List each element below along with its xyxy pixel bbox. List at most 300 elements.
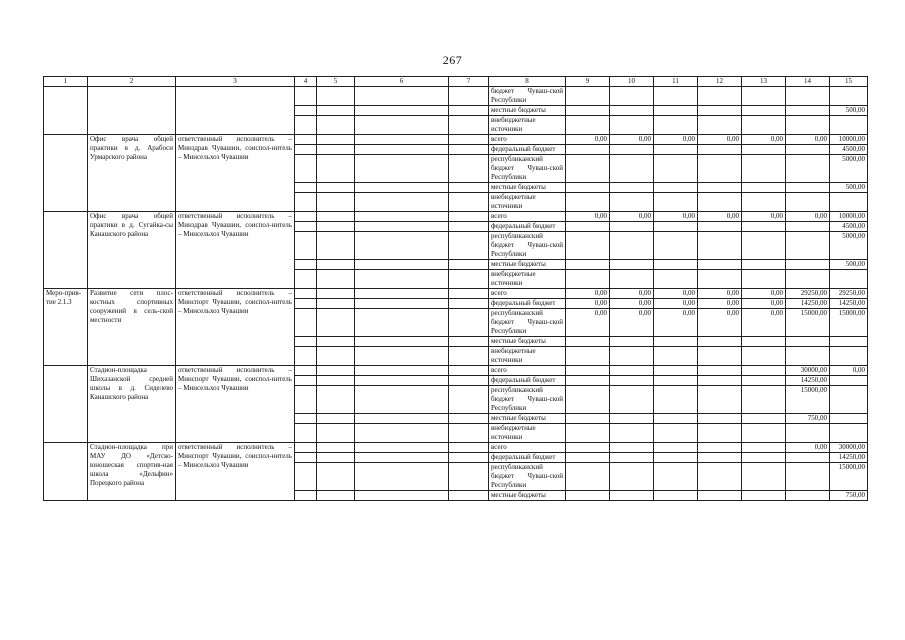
amount-cell bbox=[698, 232, 742, 260]
funding-source-cell: всего bbox=[489, 212, 566, 222]
amount-cell: 0,00 bbox=[654, 212, 698, 222]
amount-cell: 14250,00 bbox=[830, 453, 868, 463]
empty-cell bbox=[295, 87, 317, 106]
amount-cell bbox=[610, 116, 654, 135]
empty-cell bbox=[355, 491, 449, 501]
event-cell bbox=[44, 87, 88, 135]
amount-cell bbox=[654, 145, 698, 155]
amount-cell: 0,00 bbox=[742, 289, 786, 299]
amount-cell bbox=[742, 222, 786, 232]
amount-cell bbox=[742, 414, 786, 424]
empty-cell bbox=[295, 424, 317, 443]
amount-cell: 15000,00 bbox=[786, 386, 830, 414]
table-row bbox=[44, 87, 868, 106]
amount-cell: 30000,00 bbox=[830, 443, 868, 453]
empty-cell bbox=[355, 366, 449, 376]
amount-cell bbox=[786, 116, 830, 135]
column-number-cell: 4 bbox=[295, 77, 317, 87]
amount-cell bbox=[698, 260, 742, 270]
amount-cell bbox=[786, 232, 830, 260]
amount-cell bbox=[742, 145, 786, 155]
amount-cell bbox=[830, 424, 868, 443]
amount-cell bbox=[698, 106, 742, 116]
funding-source-cell: республиканский бюджет Чуваш-ской Республики bbox=[489, 386, 566, 414]
amount-cell bbox=[566, 87, 610, 106]
funding-source-cell: всего bbox=[489, 443, 566, 453]
funding-source-cell: республиканский бюджет Чуваш-ской Республики bbox=[489, 309, 566, 337]
amount-cell bbox=[830, 337, 868, 347]
empty-cell bbox=[295, 116, 317, 135]
amount-cell bbox=[610, 337, 654, 347]
amount-cell bbox=[610, 155, 654, 183]
object-cell: Офис врача общей практики в д. Арабоси Урмарского района bbox=[88, 135, 176, 212]
amount-cell bbox=[742, 491, 786, 501]
amount-cell bbox=[654, 116, 698, 135]
column-number-cell: 9 bbox=[566, 77, 610, 87]
empty-cell bbox=[355, 222, 449, 232]
amount-cell bbox=[786, 463, 830, 491]
amount-cell: 14250,00 bbox=[830, 299, 868, 309]
amount-cell: 750,00 bbox=[786, 414, 830, 424]
amount-cell bbox=[654, 376, 698, 386]
empty-cell bbox=[317, 299, 355, 309]
empty-cell bbox=[317, 232, 355, 260]
amount-cell: 0,00 bbox=[610, 309, 654, 337]
empty-cell bbox=[295, 376, 317, 386]
amount-cell bbox=[566, 347, 610, 366]
empty-cell bbox=[295, 145, 317, 155]
empty-cell bbox=[317, 222, 355, 232]
empty-cell bbox=[449, 299, 489, 309]
amount-cell bbox=[566, 232, 610, 260]
amount-cell bbox=[742, 347, 786, 366]
empty-cell bbox=[317, 155, 355, 183]
amount-cell bbox=[654, 232, 698, 260]
empty-cell bbox=[355, 183, 449, 193]
empty-cell bbox=[355, 116, 449, 135]
amount-cell: 0,00 bbox=[786, 443, 830, 453]
executor-cell: ответственный исполнитель – Минздрав Чувашии, соиспол-нитель – Минсельхоз Чувашии bbox=[176, 135, 295, 212]
empty-cell bbox=[317, 491, 355, 501]
empty-cell bbox=[449, 289, 489, 299]
amount-cell bbox=[654, 87, 698, 106]
column-number-cell: 7 bbox=[449, 77, 489, 87]
amount-cell bbox=[830, 87, 868, 106]
column-number-row bbox=[44, 77, 868, 87]
amount-cell bbox=[610, 463, 654, 491]
amount-cell bbox=[742, 116, 786, 135]
object-cell: Стадион-площадка Шихазанской средней школы в д. Сиделево Канашского района bbox=[88, 366, 176, 443]
amount-cell bbox=[566, 414, 610, 424]
empty-cell bbox=[295, 212, 317, 222]
amount-cell: 750,00 bbox=[830, 491, 868, 501]
amount-cell bbox=[742, 337, 786, 347]
amount-cell bbox=[610, 414, 654, 424]
empty-cell bbox=[449, 155, 489, 183]
empty-cell bbox=[317, 463, 355, 491]
empty-cell bbox=[295, 299, 317, 309]
amount-cell: 500,00 bbox=[830, 260, 868, 270]
empty-cell bbox=[295, 222, 317, 232]
empty-cell bbox=[295, 155, 317, 183]
empty-cell bbox=[317, 414, 355, 424]
empty-cell bbox=[317, 443, 355, 453]
amount-cell bbox=[786, 183, 830, 193]
funding-source-cell: федеральный бюджет bbox=[489, 222, 566, 232]
amount-cell bbox=[566, 193, 610, 212]
amount-cell bbox=[698, 366, 742, 376]
amount-cell: 15000,00 bbox=[830, 463, 868, 491]
empty-cell bbox=[355, 386, 449, 414]
empty-cell bbox=[449, 212, 489, 222]
table-row bbox=[44, 135, 868, 145]
amount-cell: 14250,00 bbox=[786, 299, 830, 309]
amount-cell bbox=[830, 270, 868, 289]
amount-cell bbox=[742, 376, 786, 386]
empty-cell bbox=[355, 443, 449, 453]
empty-cell bbox=[449, 106, 489, 116]
amount-cell: 0,00 bbox=[610, 135, 654, 145]
amount-cell bbox=[786, 193, 830, 212]
amount-cell bbox=[566, 145, 610, 155]
amount-cell bbox=[698, 386, 742, 414]
empty-cell bbox=[449, 414, 489, 424]
empty-cell bbox=[355, 376, 449, 386]
amount-cell: 29250,00 bbox=[786, 289, 830, 299]
empty-cell bbox=[317, 135, 355, 145]
amount-cell: 4500,00 bbox=[830, 222, 868, 232]
empty-cell bbox=[295, 491, 317, 501]
amount-cell bbox=[830, 386, 868, 414]
funding-source-cell: республиканский бюджет Чуваш-ской Республики bbox=[489, 463, 566, 491]
amount-cell bbox=[654, 386, 698, 414]
amount-cell bbox=[610, 87, 654, 106]
amount-cell: 10000,00 bbox=[830, 212, 868, 222]
executor-cell: ответственный исполнитель – Минспорт Чувашии, соиспол-нитель – Минсельхоз Чувашии bbox=[176, 443, 295, 501]
amount-cell bbox=[566, 443, 610, 453]
amount-cell bbox=[654, 453, 698, 463]
empty-cell bbox=[355, 260, 449, 270]
object-cell: Развитие сети плос-костных спортивных сооружений в сель-ской местности bbox=[88, 289, 176, 366]
empty-cell bbox=[295, 309, 317, 337]
amount-cell bbox=[566, 116, 610, 135]
object-cell: Стадион-площадка при МАУ ДО «Детско-юношеская спортив-ная школа «Дельфин» Порецкого района bbox=[88, 443, 176, 501]
amount-cell bbox=[654, 443, 698, 453]
page-number: 267 bbox=[442, 53, 463, 67]
funding-source-cell: внебюджетные источники bbox=[489, 424, 566, 443]
amount-cell bbox=[654, 337, 698, 347]
amount-cell bbox=[742, 443, 786, 453]
amount-cell: 4500,00 bbox=[830, 145, 868, 155]
empty-cell bbox=[317, 386, 355, 414]
amount-cell bbox=[698, 424, 742, 443]
executor-cell: ответственный исполнитель – Минспорт Чувашии, соиспол-нитель – Минсельхоз Чувашии bbox=[176, 289, 295, 366]
amount-cell: 0,00 bbox=[742, 212, 786, 222]
amount-cell: 0,00 bbox=[698, 212, 742, 222]
amount-cell bbox=[610, 193, 654, 212]
funding-source-cell: федеральный бюджет bbox=[489, 376, 566, 386]
executor-cell bbox=[176, 87, 295, 135]
amount-cell bbox=[654, 193, 698, 212]
empty-cell bbox=[295, 260, 317, 270]
amount-cell: 15000,00 bbox=[830, 309, 868, 337]
empty-cell bbox=[295, 135, 317, 145]
amount-cell bbox=[610, 106, 654, 116]
amount-cell bbox=[566, 106, 610, 116]
amount-cell bbox=[742, 183, 786, 193]
amount-cell bbox=[654, 270, 698, 289]
amount-cell bbox=[566, 376, 610, 386]
amount-cell bbox=[698, 347, 742, 366]
amount-cell bbox=[566, 337, 610, 347]
amount-cell bbox=[566, 270, 610, 289]
empty-cell bbox=[449, 145, 489, 155]
empty-cell bbox=[449, 135, 489, 145]
empty-cell bbox=[449, 386, 489, 414]
amount-cell bbox=[698, 443, 742, 453]
empty-cell bbox=[449, 183, 489, 193]
column-number-cell: 14 bbox=[786, 77, 830, 87]
empty-cell bbox=[449, 260, 489, 270]
amount-cell bbox=[786, 347, 830, 366]
amount-cell: 5000,00 bbox=[830, 155, 868, 183]
amount-cell bbox=[610, 491, 654, 501]
empty-cell bbox=[317, 87, 355, 106]
table-row bbox=[44, 289, 868, 299]
amount-cell bbox=[610, 260, 654, 270]
amount-cell: 0,00 bbox=[566, 309, 610, 337]
empty-cell bbox=[317, 116, 355, 135]
amount-cell bbox=[610, 232, 654, 260]
amount-cell bbox=[654, 366, 698, 376]
amount-cell bbox=[786, 87, 830, 106]
amount-cell bbox=[654, 155, 698, 183]
amount-cell bbox=[610, 145, 654, 155]
event-cell bbox=[44, 212, 88, 289]
empty-cell bbox=[317, 193, 355, 212]
empty-cell bbox=[355, 87, 449, 106]
empty-cell bbox=[355, 414, 449, 424]
amount-cell bbox=[698, 463, 742, 491]
amount-cell bbox=[698, 155, 742, 183]
amount-cell bbox=[698, 193, 742, 212]
empty-cell bbox=[355, 337, 449, 347]
column-number-cell: 10 bbox=[610, 77, 654, 87]
amount-cell: 0,00 bbox=[610, 299, 654, 309]
amount-cell bbox=[786, 222, 830, 232]
object-cell: Офис врача общей практики в д. Сугайка-сы Канашского района bbox=[88, 212, 176, 289]
amount-cell: 0,00 bbox=[654, 309, 698, 337]
amount-cell bbox=[786, 260, 830, 270]
amount-cell bbox=[610, 270, 654, 289]
empty-cell bbox=[295, 232, 317, 260]
amount-cell bbox=[786, 145, 830, 155]
amount-cell bbox=[566, 386, 610, 414]
amount-cell bbox=[698, 270, 742, 289]
empty-cell bbox=[355, 453, 449, 463]
empty-cell bbox=[317, 145, 355, 155]
empty-cell bbox=[317, 289, 355, 299]
empty-cell bbox=[295, 193, 317, 212]
amount-cell bbox=[566, 453, 610, 463]
empty-cell bbox=[355, 347, 449, 366]
empty-cell bbox=[355, 289, 449, 299]
amount-cell bbox=[610, 183, 654, 193]
empty-cell bbox=[449, 232, 489, 260]
funding-source-cell: местные бюджеты bbox=[489, 337, 566, 347]
funding-source-cell: местные бюджеты bbox=[489, 260, 566, 270]
empty-cell bbox=[355, 270, 449, 289]
amount-cell bbox=[698, 491, 742, 501]
amount-cell bbox=[610, 443, 654, 453]
funding-source-cell: всего bbox=[489, 135, 566, 145]
empty-cell bbox=[317, 270, 355, 289]
empty-cell bbox=[449, 337, 489, 347]
amount-cell: 0,00 bbox=[742, 135, 786, 145]
empty-cell bbox=[449, 222, 489, 232]
amount-cell bbox=[566, 222, 610, 232]
amount-cell bbox=[742, 463, 786, 491]
funding-source-cell: республиканский бюджет Чуваш-ской Республики bbox=[489, 232, 566, 260]
empty-cell bbox=[317, 366, 355, 376]
empty-cell bbox=[317, 183, 355, 193]
amount-cell: 0,00 bbox=[742, 309, 786, 337]
amount-cell: 0,00 bbox=[654, 135, 698, 145]
empty-cell bbox=[355, 309, 449, 337]
empty-cell bbox=[295, 270, 317, 289]
amount-cell bbox=[742, 366, 786, 376]
empty-cell bbox=[295, 386, 317, 414]
funding-source-cell: республиканский бюджет Чуваш-ской Республики bbox=[489, 155, 566, 183]
empty-cell bbox=[317, 337, 355, 347]
funding-source-cell: внебюджетные источники bbox=[489, 193, 566, 212]
amount-cell bbox=[830, 347, 868, 366]
amount-cell: 0,00 bbox=[786, 135, 830, 145]
amount-cell bbox=[566, 155, 610, 183]
column-number-cell: 3 bbox=[176, 77, 295, 87]
amount-cell bbox=[786, 424, 830, 443]
amount-cell: 10000,00 bbox=[830, 135, 868, 145]
amount-cell: 0,00 bbox=[566, 135, 610, 145]
amount-cell bbox=[566, 260, 610, 270]
amount-cell bbox=[566, 463, 610, 491]
amount-cell bbox=[566, 366, 610, 376]
amount-cell bbox=[786, 270, 830, 289]
amount-cell bbox=[742, 386, 786, 414]
amount-cell bbox=[742, 453, 786, 463]
empty-cell bbox=[295, 347, 317, 366]
empty-cell bbox=[317, 453, 355, 463]
amount-cell bbox=[610, 424, 654, 443]
empty-cell bbox=[295, 366, 317, 376]
amount-cell: 0,00 bbox=[786, 212, 830, 222]
amount-cell: 0,00 bbox=[566, 212, 610, 222]
amount-cell bbox=[742, 232, 786, 260]
empty-cell bbox=[355, 135, 449, 145]
amount-cell bbox=[742, 106, 786, 116]
column-number-cell: 5 bbox=[317, 77, 355, 87]
amount-cell bbox=[742, 87, 786, 106]
budget-table bbox=[43, 76, 868, 501]
amount-cell: 14250,00 bbox=[786, 376, 830, 386]
table-row bbox=[44, 212, 868, 222]
amount-cell: 0,00 bbox=[654, 289, 698, 299]
amount-cell bbox=[786, 491, 830, 501]
funding-source-cell: внебюджетные источники bbox=[489, 347, 566, 366]
amount-cell bbox=[742, 270, 786, 289]
table-row bbox=[44, 366, 868, 376]
empty-cell bbox=[295, 337, 317, 347]
funding-source-cell: всего bbox=[489, 366, 566, 376]
amount-cell bbox=[566, 183, 610, 193]
amount-cell: 0,00 bbox=[698, 299, 742, 309]
amount-cell: 0,00 bbox=[566, 289, 610, 299]
amount-cell bbox=[654, 463, 698, 491]
empty-cell bbox=[355, 212, 449, 222]
funding-source-cell: местные бюджеты bbox=[489, 183, 566, 193]
amount-cell bbox=[610, 386, 654, 414]
amount-cell bbox=[742, 193, 786, 212]
amount-cell bbox=[742, 155, 786, 183]
empty-cell bbox=[295, 414, 317, 424]
empty-cell bbox=[449, 347, 489, 366]
empty-cell bbox=[355, 299, 449, 309]
amount-cell: 5000,00 bbox=[830, 232, 868, 260]
empty-cell bbox=[449, 193, 489, 212]
amount-cell bbox=[830, 116, 868, 135]
funding-source-cell: федеральный бюджет bbox=[489, 299, 566, 309]
funding-source-cell: местные бюджеты bbox=[489, 414, 566, 424]
amount-cell bbox=[654, 260, 698, 270]
amount-cell: 0,00 bbox=[698, 289, 742, 299]
empty-cell bbox=[355, 232, 449, 260]
empty-cell bbox=[449, 443, 489, 453]
amount-cell: 0,00 bbox=[654, 299, 698, 309]
empty-cell bbox=[295, 183, 317, 193]
empty-cell bbox=[317, 212, 355, 222]
column-number-cell: 1 bbox=[44, 77, 88, 87]
empty-cell bbox=[317, 309, 355, 337]
amount-cell bbox=[654, 106, 698, 116]
amount-cell bbox=[698, 414, 742, 424]
funding-source-cell: внебюджетные источники bbox=[489, 270, 566, 289]
amount-cell bbox=[786, 155, 830, 183]
amount-cell bbox=[566, 424, 610, 443]
column-number-cell: 6 bbox=[355, 77, 449, 87]
amount-cell: 0,00 bbox=[742, 299, 786, 309]
empty-cell bbox=[449, 376, 489, 386]
amount-cell bbox=[654, 347, 698, 366]
empty-cell bbox=[355, 145, 449, 155]
empty-cell bbox=[355, 155, 449, 183]
empty-cell bbox=[355, 193, 449, 212]
object-cell bbox=[88, 87, 176, 135]
amount-cell bbox=[698, 222, 742, 232]
funding-source-cell: местные бюджеты bbox=[489, 491, 566, 501]
event-cell bbox=[44, 135, 88, 212]
amount-cell: 0,00 bbox=[610, 212, 654, 222]
empty-cell bbox=[317, 106, 355, 116]
amount-cell: 0,00 bbox=[830, 366, 868, 376]
funding-source-cell: всего bbox=[489, 289, 566, 299]
empty-cell bbox=[355, 463, 449, 491]
amount-cell: 0,00 bbox=[698, 309, 742, 337]
amount-cell bbox=[654, 183, 698, 193]
column-number-cell: 12 bbox=[698, 77, 742, 87]
amount-cell bbox=[698, 337, 742, 347]
empty-cell bbox=[295, 443, 317, 453]
empty-cell bbox=[295, 106, 317, 116]
